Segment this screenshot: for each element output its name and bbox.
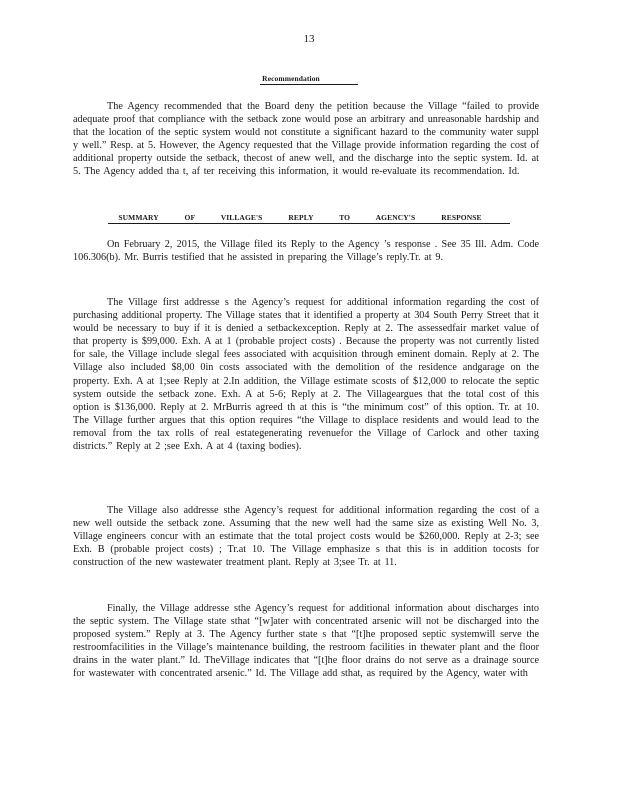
paragraph-additional-property-cost: The Village first addresse s the Agency’s request for additional information regarding the cost of purchasing additional property. The Village states that it identified a property at 304 South Perry Street that it would be necessary to buy if it is denied a setbackexception. Reply at 2. The assessedfair market value of that property is $99,000. Exh. A at 1 (probable project costs) . Because the property was not currently listed for sale, the Village include slegal fees associated with acquisition through eminent domain. Reply at 2. The Village also included $8,00 0in costs associated with the demolition of the residence andgarage on the property. Exh. A at 1;see Reply at 2.In addition, the Village estimate scosts of $12,000 to relocate the septic system outside the setback zone. Exh. A at 5-6; Reply at 2. The Villageargues that the total cost of this option is $136,000. Reply at 2. MrBurris agreed th at this is “the minimum cost” of this option. Tr. at 10. The Village further argues that this option requires “the Village to displace residents and would lead to the removal from the tax rolls of real estategenerating revenuefor the Village of Carlock and other taxing districts.” Reply at 2 ;see Exh. A at 4 (taxing bodies). — [73, 297, 539, 453]
summary-heading-text: SUMMARY OF VILLAGE'S REPLY TO AGENCY'S RESPONSE — [108, 213, 509, 224]
paragraph-reply-filed: On February 2, 2015, the Village filed its Reply to the Agency ’s response . See 35 Ill. Adm. Code 106.306(b). Mr. Burris testified that he assisted in preparing the Village’s reply.Tr. at 9. — [73, 239, 539, 264]
paragraph-new-well-cost: The Village also addresse sthe Agency’s request for additional information regarding the cost of a new well outside the setback zone. Assuming that the new well had the same size as existing Well No. 3, Village engineers concur with an estimate that the total project costs would be $260,000. Reply at 2-3; see Exh. B (probable project costs) ; Tr.at 10. The Village emphasize s that this is in addition tocosts for construction of the new wastewater treatment plant. Reply at 3;see Tr. at 11. — [73, 505, 539, 569]
paragraph-septic-discharges: Finally, the Village addresse sthe Agency’s request for additional information about discharges into the septic system. The Village state sthat “[w]ater with concentrated arsenic will not be discharged into the proposed system.” Reply at 3. The Agency further state s that “[t]he proposed septic systemwill serve the restroomfacilities in the Village’s maintenance building, the restroom facilities in thewater plant and the floor drains in the water plant.” Id. TheVillage indicates that “[t]he floor drains do not serve as a drainage source for wastewater with concentrated arsenic.” Id. The Village add sthat, as required by the Agency, water with — [73, 603, 539, 680]
summary-heading — [0, 213, 618, 222]
paragraph-agency-recommendation: The Agency recommended that the Board deny the petition because the Village “failed to provide adequate proof that compliance with the setback zone would pose an arbitrary and unreasonable hardship and that the location of the septic system would not constitute a significant hazard to the community water suppl y well.” Resp. at 5. However, the Agency requested that the Village provide information regarding the cost of additional property outside the setback, thecost of anew well, and the discharge into the septic system. Id. at 5. The Agency added tha t, af ter receiving this information, it would re-evaluate its recommendation. Id. — [73, 101, 539, 178]
recommendation-heading-text: Recommendation — [260, 74, 358, 85]
recommendation-heading — [0, 74, 618, 83]
page-number: 13 — [303, 33, 315, 45]
